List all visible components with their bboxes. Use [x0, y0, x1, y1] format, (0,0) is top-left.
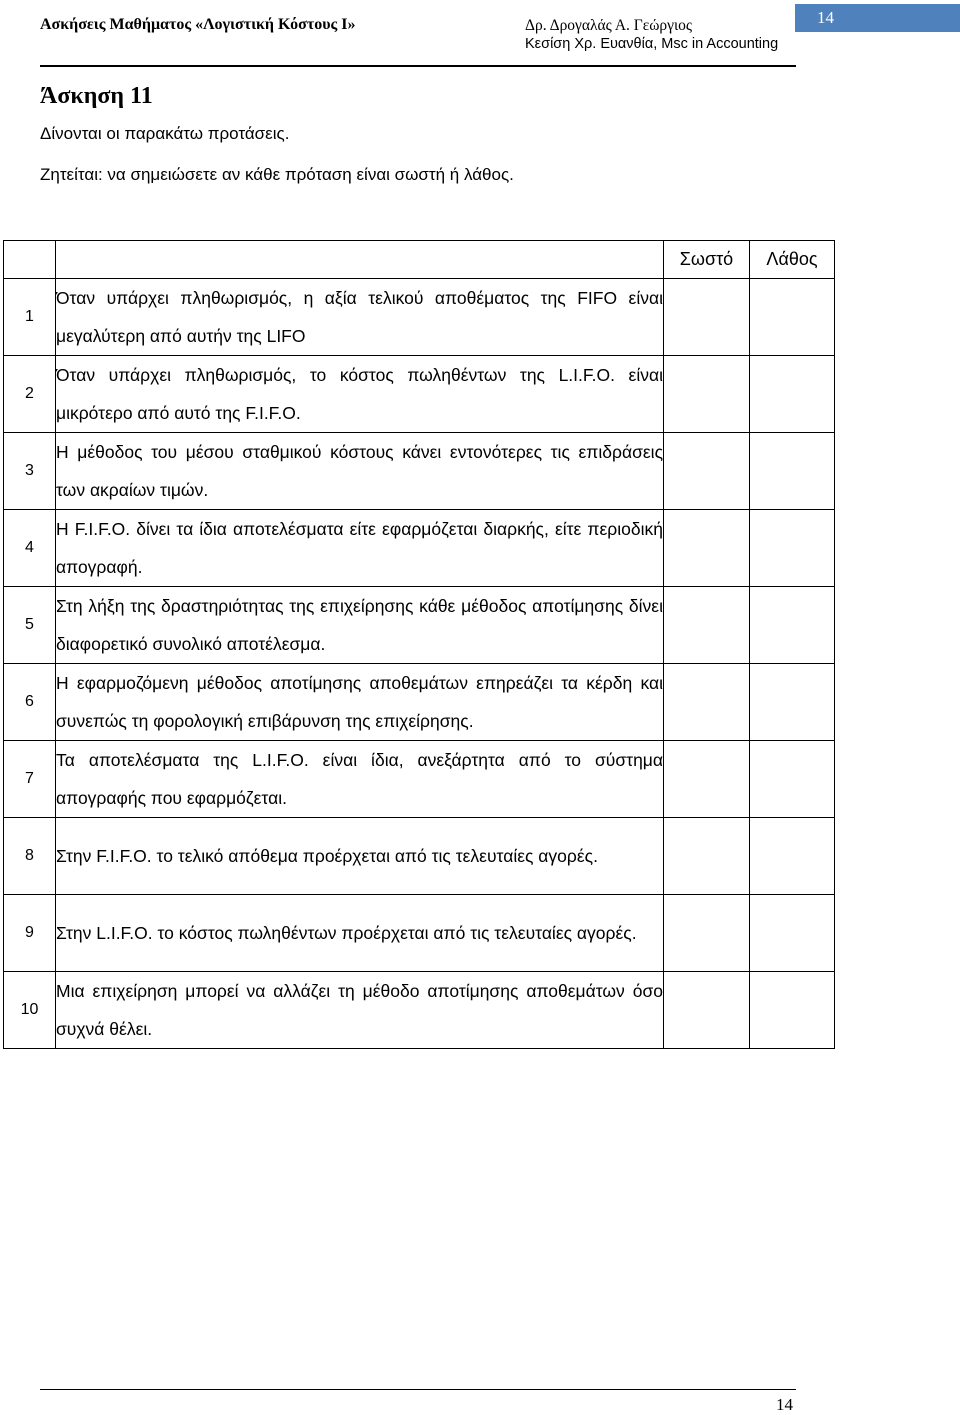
- answer-false-cell[interactable]: [750, 972, 835, 1049]
- statement-number: 4: [4, 510, 56, 587]
- answer-false-cell[interactable]: [750, 895, 835, 972]
- statement-text: Η εφαρμοζόμενη μέθοδος αποτίμησης αποθεμάτων επηρεάζει τα κέρδη και συνεπώς τη φορολογική επιβάρυνση της επιχείρησης.: [56, 664, 664, 741]
- author-secondary: Κεσίση Χρ. Ευανθία, Msc in Accounting: [525, 36, 779, 52]
- answer-false-cell[interactable]: [750, 587, 835, 664]
- table-row: [4, 895, 835, 972]
- table-row: [4, 587, 835, 664]
- statement-number: 6: [4, 664, 56, 741]
- exercise-title: Άσκηση 11: [40, 83, 153, 109]
- header-blank-num: [4, 241, 56, 279]
- table-row: [4, 433, 835, 510]
- answer-false-cell[interactable]: [750, 279, 835, 356]
- header-blank-statement: [56, 241, 664, 279]
- table-row: [4, 356, 835, 433]
- statement-number: 9: [4, 895, 56, 972]
- statement-number: 10: [4, 972, 56, 1049]
- header-divider: [40, 65, 796, 67]
- footer-page-number: 14: [776, 1395, 793, 1414]
- statement-text: Στην L.I.F.O. το κόστος πωληθέντων προέρχεται από τις τελευταίες αγορές.: [56, 895, 664, 972]
- answer-false-cell[interactable]: [750, 741, 835, 818]
- answer-true-cell[interactable]: [664, 510, 750, 587]
- statement-number: 8: [4, 818, 56, 895]
- statement-text: Τα αποτελέσματα της L.I.F.O. είναι ίδια, ανεξάρτητα από το σύστημα απογραφής που εφαρμόζεται.: [56, 741, 664, 818]
- course-title: Ασκήσεις Μαθήματος «Λογιστική Κόστους Ι»: [40, 16, 356, 33]
- statements-body: [4, 279, 835, 1049]
- answer-true-cell[interactable]: [664, 433, 750, 510]
- statement-number: 7: [4, 741, 56, 818]
- answer-false-cell[interactable]: [750, 433, 835, 510]
- answer-true-cell[interactable]: [664, 356, 750, 433]
- statement-text: Όταν υπάρχει πληθωρισμός, η αξία τελικού αποθέματος της FIFO είναι μεγαλύτερη από αυτήν της LIFO: [56, 279, 664, 356]
- author-primary: Δρ. Δρογαλάς Α. Γεώργιος: [525, 17, 693, 34]
- table-row: [4, 741, 835, 818]
- answer-true-cell[interactable]: [664, 587, 750, 664]
- table-row: [4, 818, 835, 895]
- table-row: [4, 510, 835, 587]
- footer-divider: [40, 1389, 796, 1390]
- statement-text: Όταν υπάρχει πληθωρισμός, το κόστος πωληθέντων της L.I.F.O. είναι μικρότερο από αυτό της F.I.F.O.: [56, 356, 664, 433]
- table-row: [4, 664, 835, 741]
- statements-table: [3, 240, 835, 1049]
- answer-false-cell[interactable]: [750, 664, 835, 741]
- authors: [525, 16, 778, 54]
- answer-false-cell[interactable]: [750, 356, 835, 433]
- statement-text: Η μέθοδος του μέσου σταθμικού κόστους κάνει εντονότερες τις επιδράσεις των ακραίων τιμών.: [56, 433, 664, 510]
- answer-true-cell[interactable]: [664, 895, 750, 972]
- statement-number: 1: [4, 279, 56, 356]
- table-row: [4, 972, 835, 1049]
- statement-number: 2: [4, 356, 56, 433]
- answer-true-cell[interactable]: [664, 818, 750, 895]
- answer-true-cell[interactable]: [664, 279, 750, 356]
- table-row: [4, 279, 835, 356]
- statement-text: Μια επιχείρηση μπορεί να αλλάζει τη μέθοδο αποτίμησης αποθεμάτων όσο συχνά θέλει.: [56, 972, 664, 1049]
- column-header-false: Λάθος: [750, 241, 835, 279]
- answer-true-cell[interactable]: [664, 664, 750, 741]
- answer-true-cell[interactable]: [664, 972, 750, 1049]
- statement-number: 3: [4, 433, 56, 510]
- answer-false-cell[interactable]: [750, 818, 835, 895]
- exercise-given: Δίνονται οι παρακάτω προτάσεις.: [40, 124, 290, 143]
- statement-number: 5: [4, 587, 56, 664]
- page-number-tab: 14: [795, 4, 960, 32]
- table-header-row: [4, 241, 835, 279]
- statement-text: Η F.I.F.O. δίνει τα ίδια αποτελέσματα είτε εφαρμόζεται διαρκής, είτε περιοδική απογραφή.: [56, 510, 664, 587]
- exercise-task: Ζητείται: να σημειώσετε αν κάθε πρόταση είναι σωστή ή λάθος.: [40, 165, 514, 184]
- answer-false-cell[interactable]: [750, 510, 835, 587]
- statement-text: Στην F.I.F.O. το τελικό απόθεμα προέρχεται από τις τελευταίες αγορές.: [56, 818, 664, 895]
- statement-text: Στη λήξη της δραστηριότητας της επιχείρησης κάθε μέθοδος αποτίμησης δίνει διαφορετικό συνολικό αποτέλεσμα.: [56, 587, 664, 664]
- answer-true-cell[interactable]: [664, 741, 750, 818]
- column-header-true: Σωστό: [664, 241, 750, 279]
